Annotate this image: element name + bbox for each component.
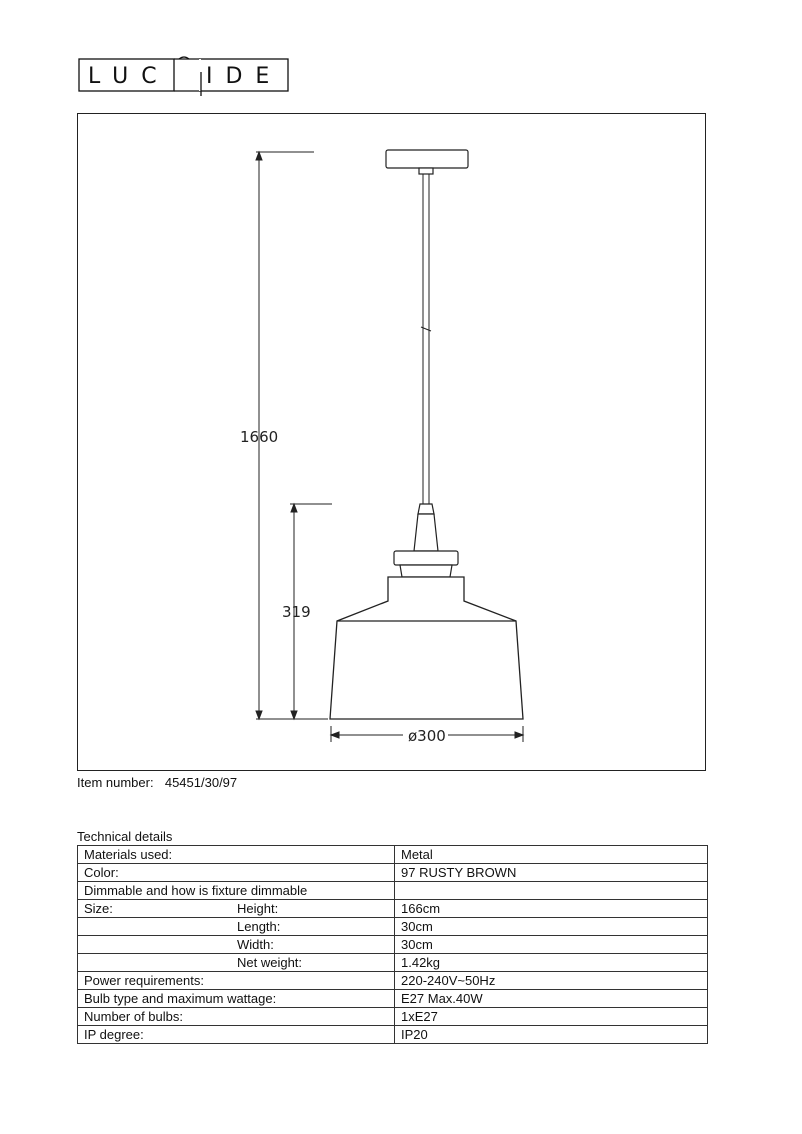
spec-key-cell	[78, 1008, 395, 1026]
spec-value: E27 Max.40W	[395, 990, 708, 1008]
table-row	[78, 918, 708, 936]
spec-key-cell	[78, 918, 395, 936]
spec-key: Color:	[84, 865, 119, 880]
spec-key: Power requirements:	[84, 973, 204, 988]
lamp-shade	[330, 577, 523, 719]
spec-key-cell	[78, 990, 395, 1008]
spec-key: Materials used:	[84, 847, 173, 862]
suspension-cable	[421, 174, 431, 504]
table-row	[78, 972, 708, 990]
spec-value	[395, 882, 708, 900]
total-height-label: 1660	[240, 428, 279, 446]
spec-key: Bulb type and maximum wattage:	[84, 991, 277, 1006]
spec-key-cell	[78, 846, 395, 864]
item-number	[77, 775, 237, 790]
diameter-label: ø300	[408, 727, 446, 745]
spec-value: 166cm	[395, 900, 708, 918]
table-row	[78, 990, 708, 1008]
table-row	[78, 864, 708, 882]
spec-value: Metal	[395, 846, 708, 864]
spec-value: 1xE27	[395, 1008, 708, 1026]
spec-key-cell	[78, 954, 395, 972]
spec-value: 220-240V~50Hz	[395, 972, 708, 990]
spec-subkey: Length:	[237, 919, 281, 934]
spec-key: Number of bulbs:	[84, 1009, 183, 1024]
svg-text:IDE: IDE	[206, 64, 283, 89]
spec-subkey: Width:	[237, 937, 274, 952]
ceiling-canopy	[386, 150, 468, 174]
pendant-lamp-drawing	[78, 114, 707, 772]
table-row	[78, 882, 708, 900]
table-row	[78, 1008, 708, 1026]
technical-drawing	[77, 113, 706, 771]
spec-key-cell	[78, 864, 395, 882]
spec-value: 97 RUSTY BROWN	[395, 864, 708, 882]
spec-key: Size:	[84, 901, 113, 916]
item-number-label: Item number:	[77, 775, 154, 790]
spec-subkey: Net weight:	[237, 955, 303, 970]
table-row	[78, 846, 708, 864]
lucide-logo-icon	[78, 56, 290, 96]
table-row	[78, 936, 708, 954]
spec-key-cell	[78, 936, 395, 954]
spec-key: Dimmable and how is fixture dimmable	[84, 883, 308, 898]
svg-text:LUC: LUC	[88, 64, 170, 89]
technical-details-title: Technical details	[77, 829, 173, 844]
spec-key-cell	[78, 882, 395, 900]
spec-key-cell	[78, 972, 395, 990]
brand-logo	[78, 56, 290, 96]
spec-key-cell	[78, 900, 395, 918]
spec-value: 1.42kg	[395, 954, 708, 972]
spec-value: IP20	[395, 1026, 708, 1044]
spec-key-cell	[78, 1026, 395, 1044]
shade-height-label: 319	[282, 603, 311, 621]
table-row	[78, 954, 708, 972]
technical-details-table	[77, 845, 708, 1044]
spec-value: 30cm	[395, 918, 708, 936]
table-row	[78, 900, 708, 918]
technical-details-body	[78, 846, 708, 1044]
spec-value: 30cm	[395, 936, 708, 954]
lamp-socket	[394, 504, 458, 577]
spec-key: IP degree:	[84, 1027, 144, 1042]
item-number-value: 45451/30/97	[164, 775, 238, 790]
spec-subkey: Height:	[237, 901, 279, 916]
table-row	[78, 1026, 708, 1044]
